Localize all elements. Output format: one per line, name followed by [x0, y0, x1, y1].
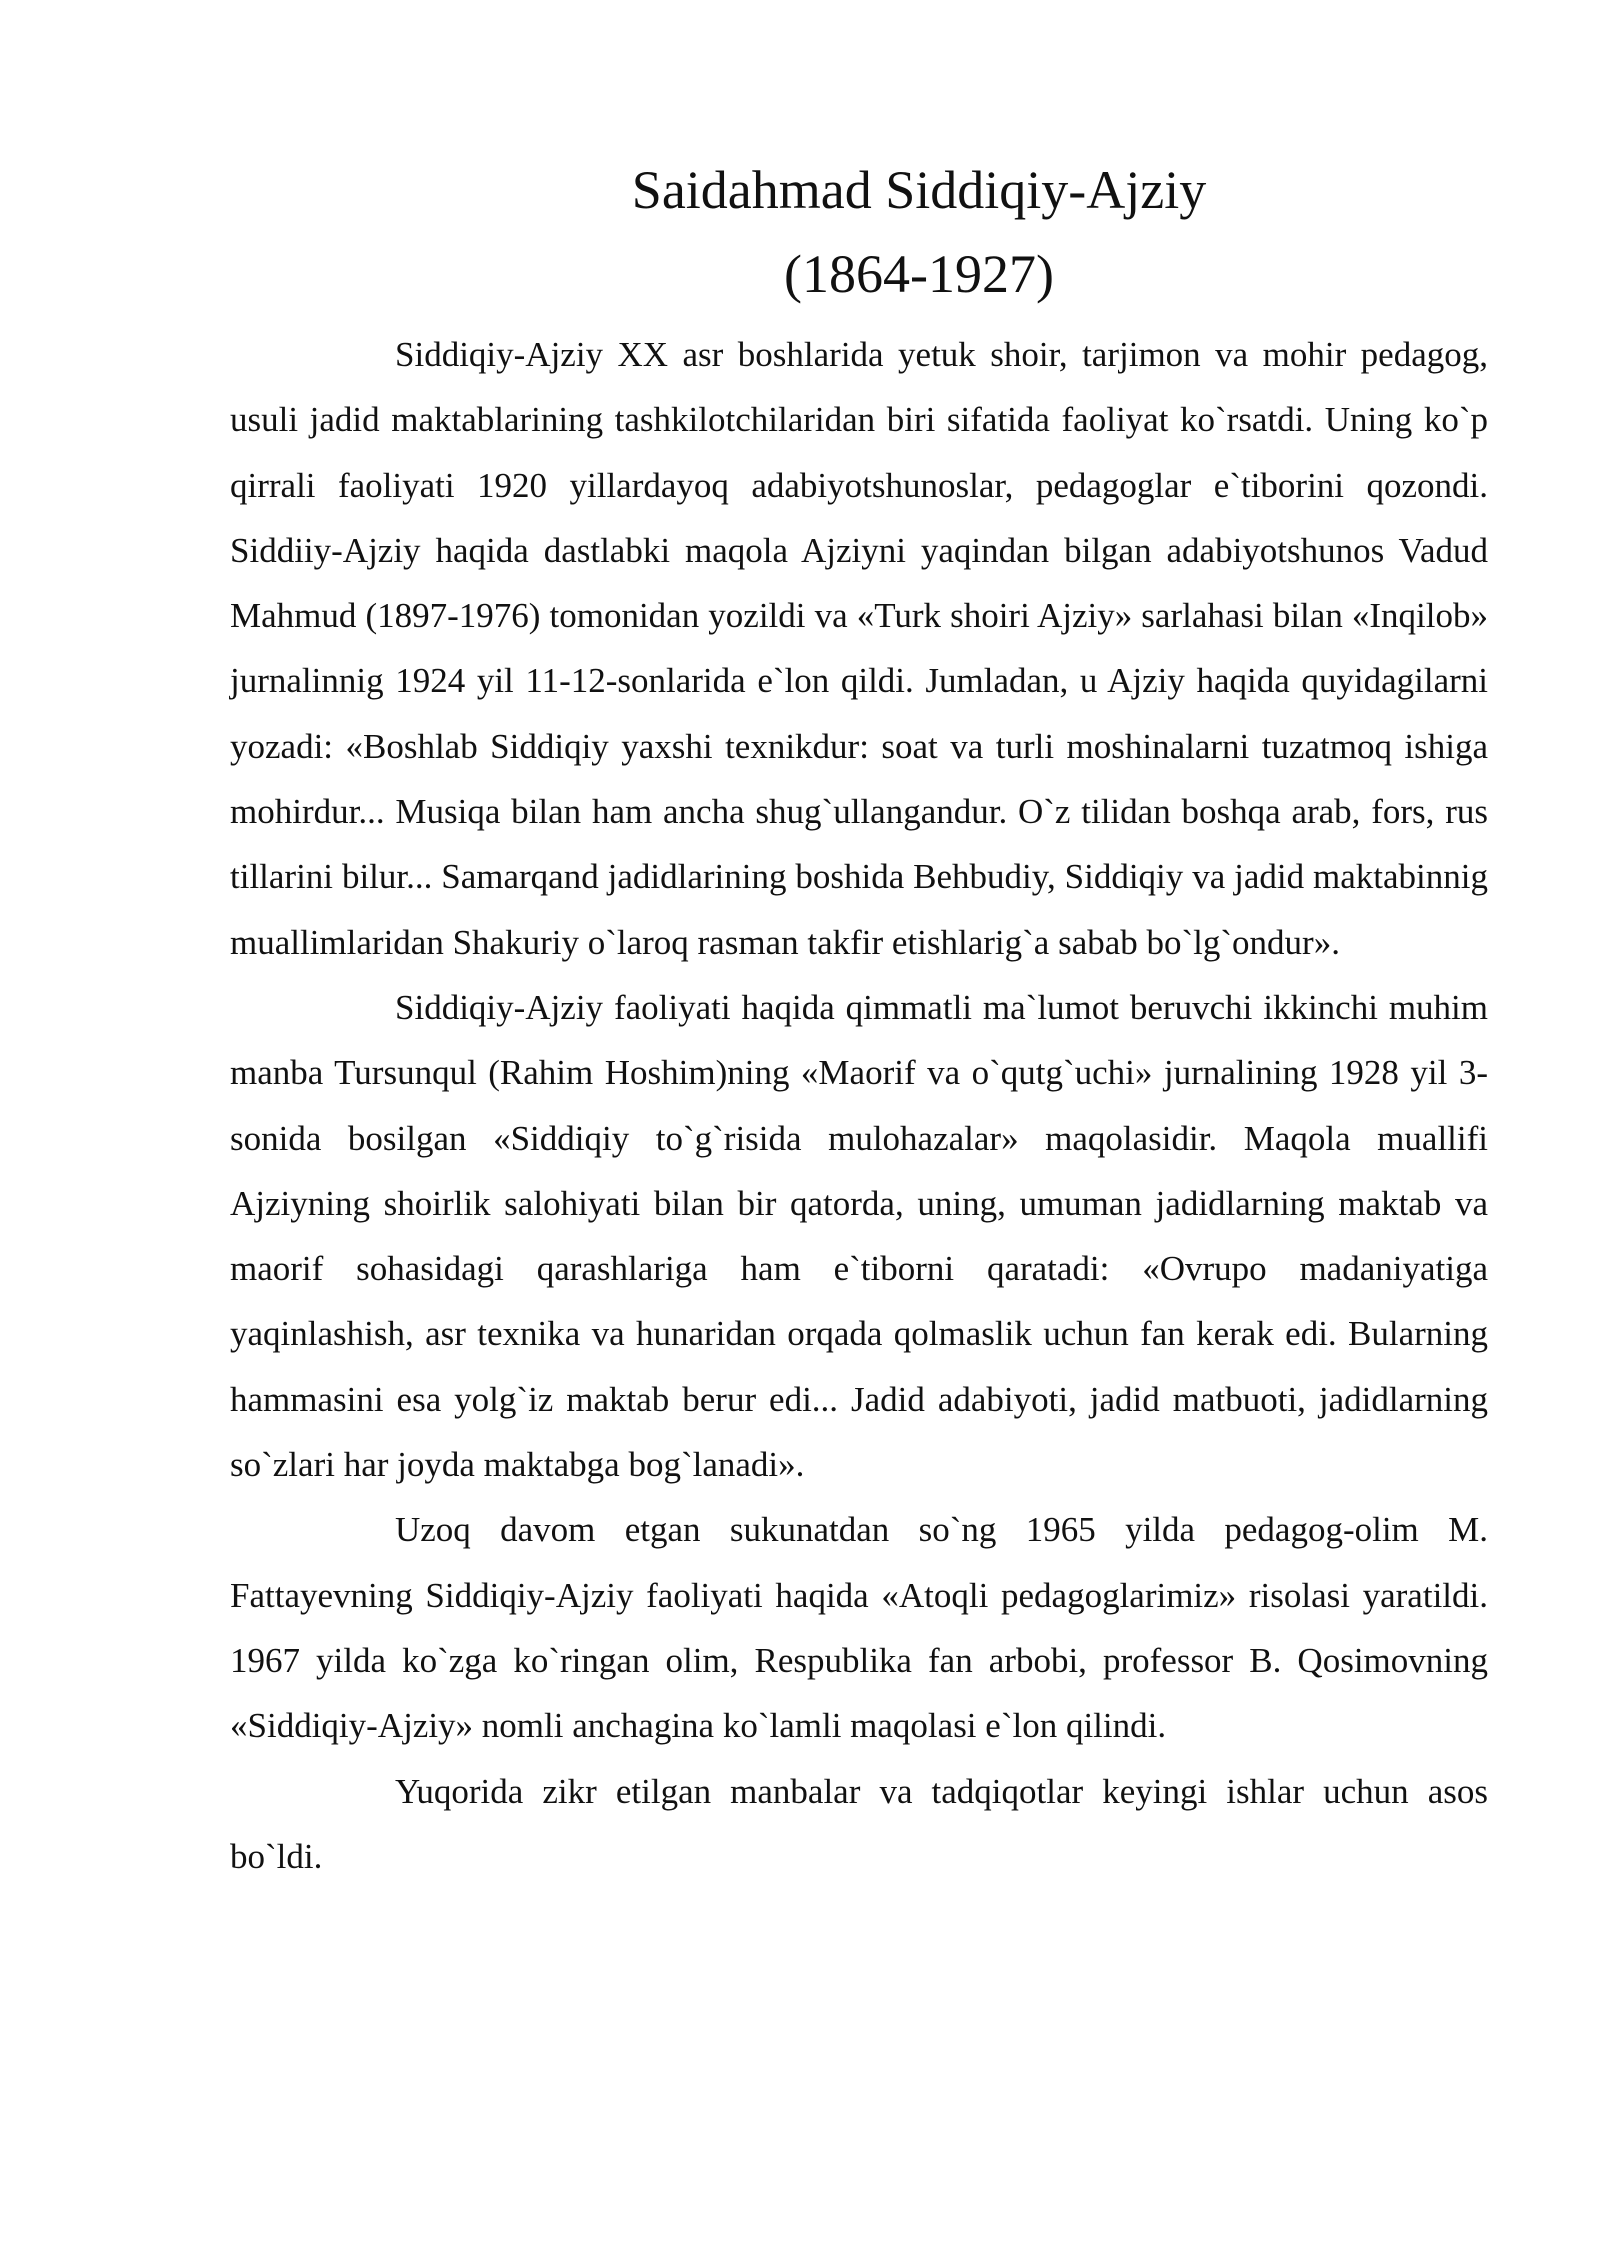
- paragraph-1: Siddiqiy-Ajziy XX asr boshlarida yetuk shoir, tarjimon va mohir pedagog, usuli jadid maktablarining tashkilotchilaridan biri sifatida faoliyat ko`rsatdi. Uning ko`p qirrali faoliyati 1920 yillardayoq adabiyotshunoslar, pedagoglar e`tiborini qozondi. Siddiiy-Ajziy haqida dastlabki maqola Ajziyni yaqindan bilgan adabiyotshunos Vadud Mahmud (1897-1976) tomonidan yozildi va «Turk shoiri Ajziy» sarlahasi bilan «Inqilob» jurnalinnig 1924 yil 11-12-sonlarida e`lon qildi. Jumladan, u Ajziy haqida quyidagilarni yozadi: «Boshlab Siddiqiy yaxshi texnikdur: soat va turli moshinalarni tuzatmoq ishiga mohirdur... Musiqa bilan ham ancha shug`ullangandur. O`z tilidan boshqa arab, fors, rus tillarini bilur... Samarqand jadidlarining boshida Behbudiy, Siddiqiy va jadid maktabinnig muallimlaridan Shakuriy o`laroq rasman takfir etishlarig`a sabab bo`lg`ondur».: [230, 335, 1488, 962]
- document-title: Saidahmad Siddiqiy-Ajziy: [631, 160, 1207, 220]
- paragraph-3: Uzoq davom etgan sukunatdan so`ng 1965 yilda pedagog-olim M. Fattayevning Siddiqiy-Ajziy faoliyati haqida «Atoqli pedagoglarimiz» risolasi yaratildi. 1967 yilda ko`zga ko`ringan olim, Respublika fan arbobi, professor B. Qosimovning «Siddiqiy-Ajziy» nomli anchagina ko`lamli maqolasi e`lon qilindi.: [230, 1510, 1488, 1746]
- paragraph-2: Siddiqiy-Ajziy faoliyati haqida qimmatli ma`lumot beruvchi ikkinchi muhim manba Tursunqul (Rahim Hoshim)ning «Maorif va o`qutg`uchi» jurnalining 1928 yil 3-sonida bosilgan «Siddiqiy to`g`risida mulohazalar» maqolasidir. Maqola muallifi Ajziyning shoirlik salohiyati bilan bir qatorda, uning, umuman jadidlarning maktab va maorif sohasidagi qarashlariga ham e`tiborni qaratadi: «Ovrupo madaniyatiga yaqinlashish, asr texnika va hunaridan orqada qolmaslik uchun fan kerak edi. Bularning hammasini esa yolg`iz maktab berur edi... Jadid adabiyoti, jadid matbuoti, jadidlarning so`zlari har joyda maktabga bog`lanadi».: [230, 987, 1488, 1485]
- paragraph-4: Yuqorida zikr etilgan manbalar va tadqiqotlar keyingi ishlar uchun asos bo`ldi.: [230, 1771, 1488, 1876]
- document-years: (1864-1927): [784, 244, 1054, 304]
